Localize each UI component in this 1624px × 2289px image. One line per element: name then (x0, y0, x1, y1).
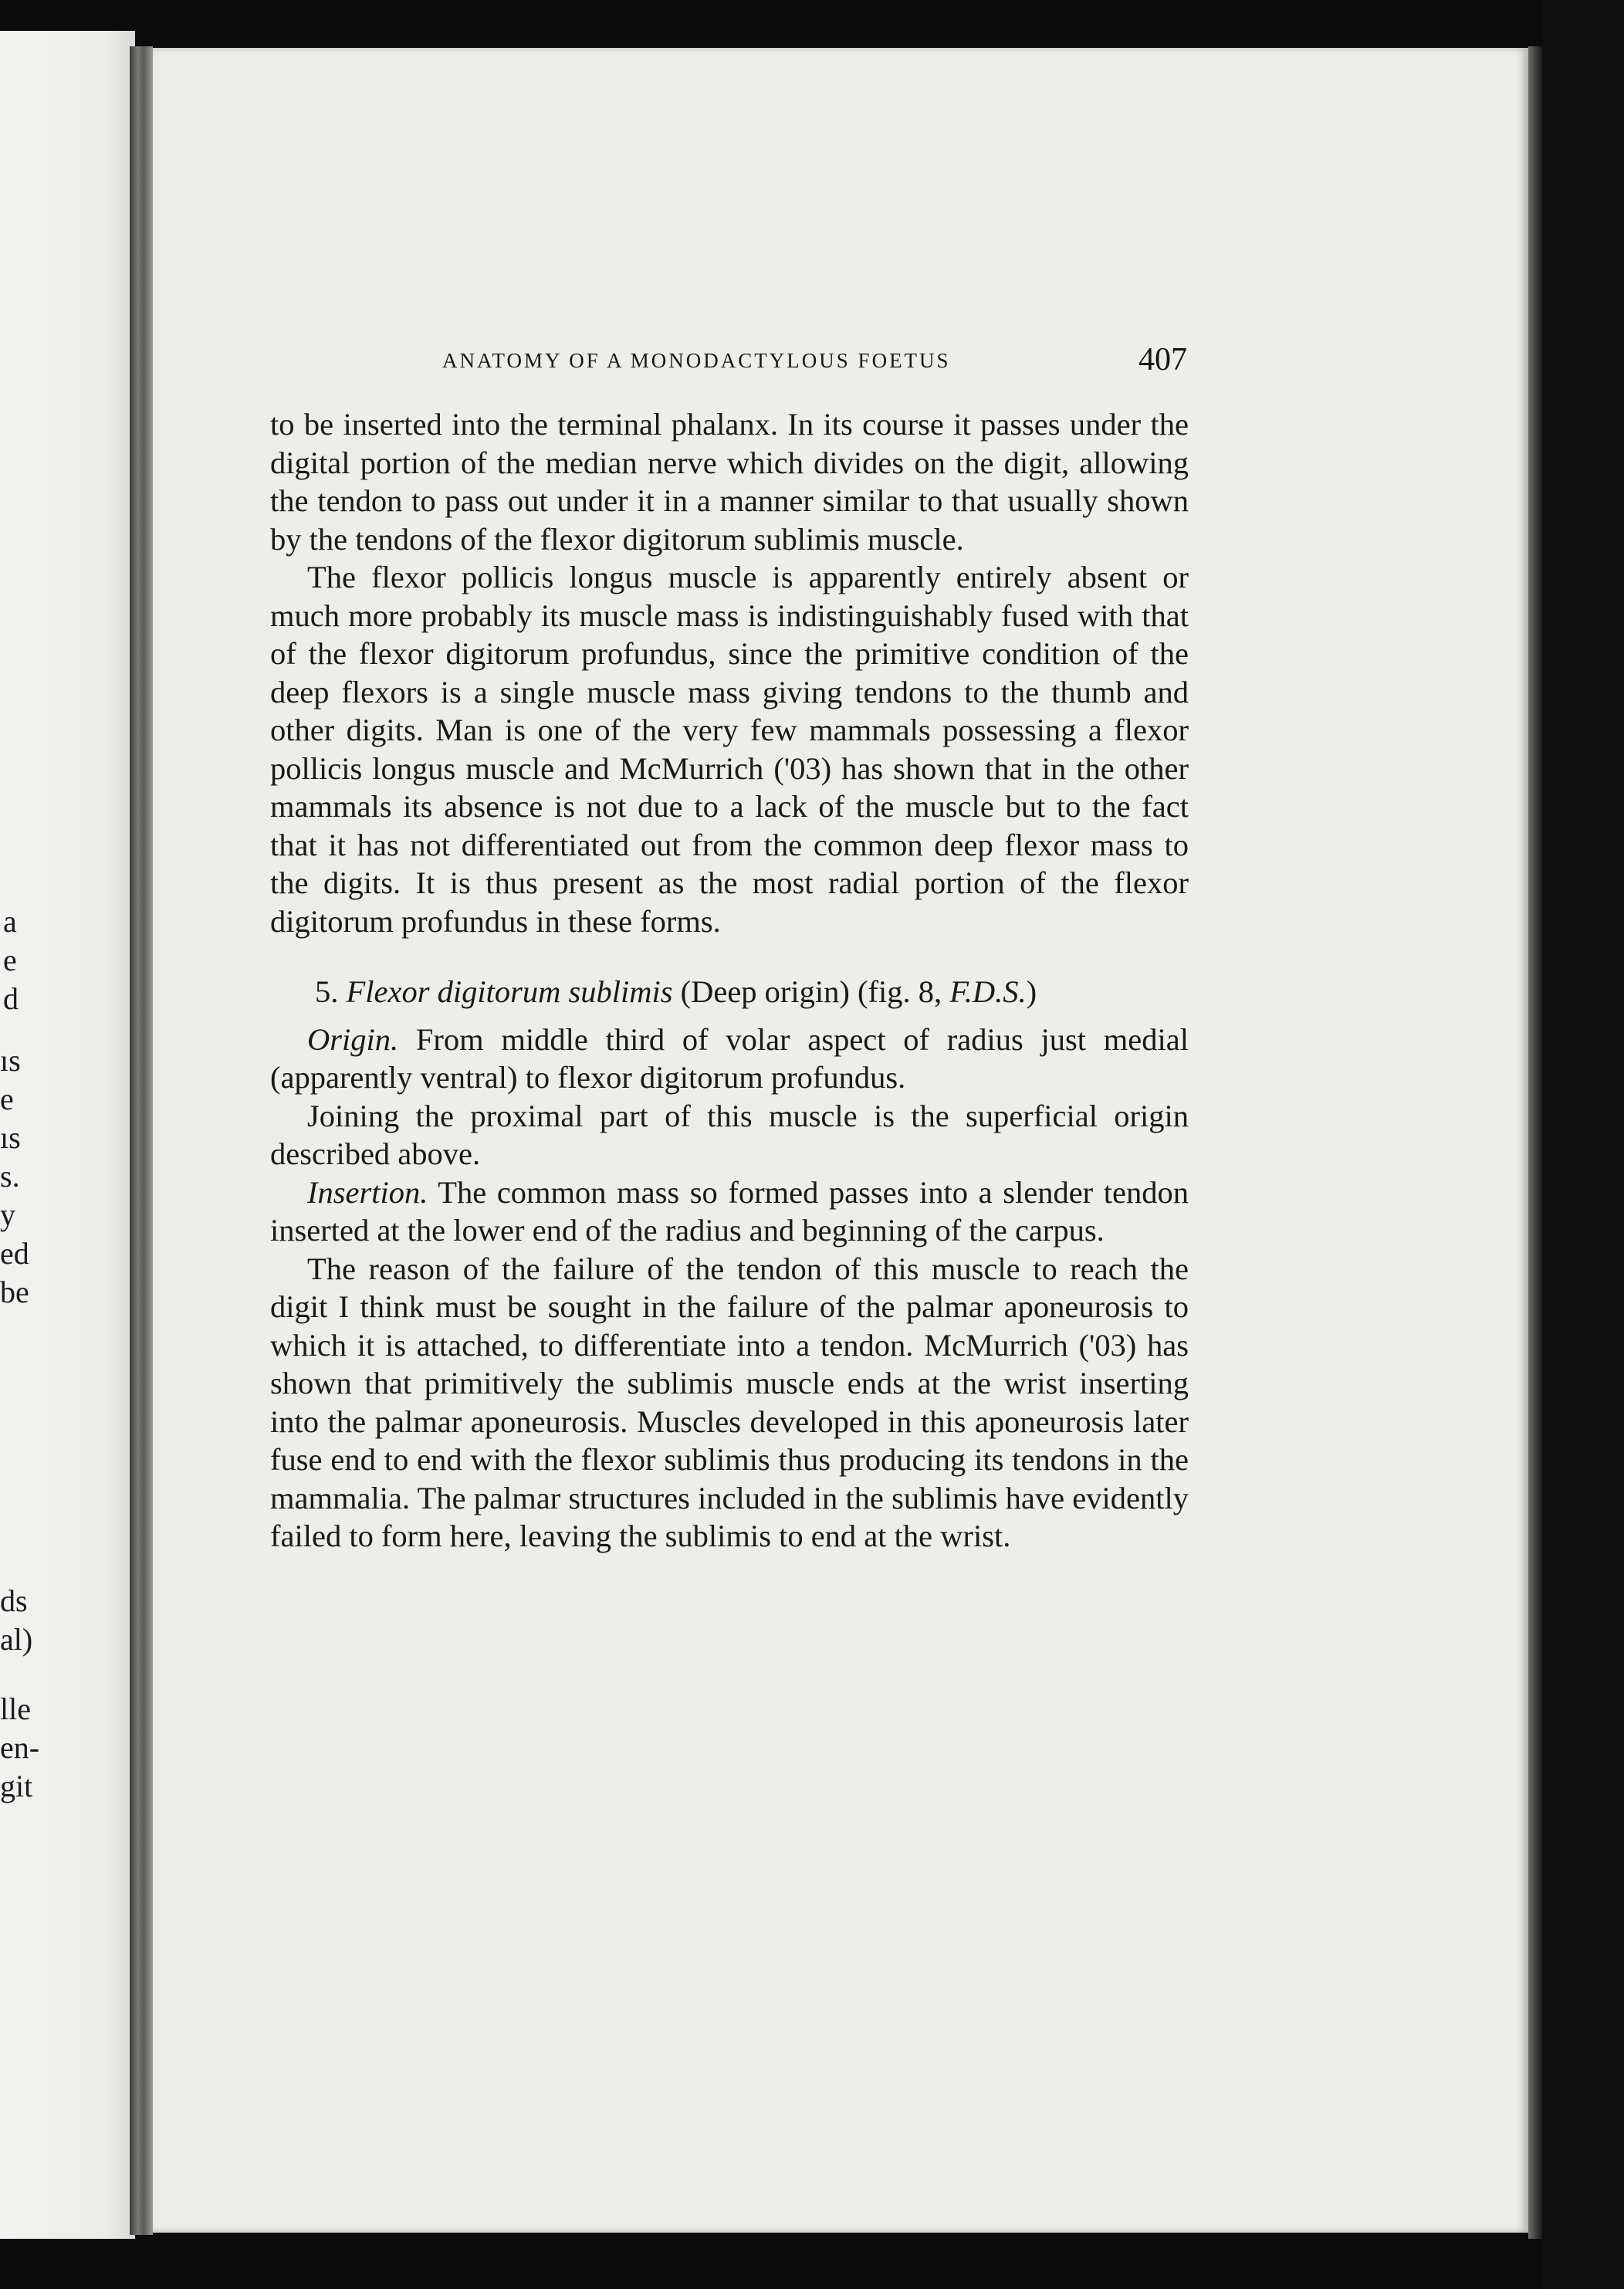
left-fragment: en- (0, 1730, 40, 1765)
left-facing-page (0, 31, 135, 2239)
running-title: ANATOMY OF A MONODACTYLOUS FOETUS (442, 349, 951, 372)
page-body (270, 405, 1189, 1556)
section-heading-rest: (Deep origin) (fig. 8, (672, 974, 950, 1009)
left-fragment: lle (0, 1691, 31, 1726)
paragraph-continuation: to be inserted into the terminal phalanx. In its course it passes under the digital portion of the median nerve which divides on the digit, allowing the tendon to pass out under it in a manner similar to that usually shown by the tendons of the flexor digitorum sublimis muscle. (270, 407, 1189, 557)
left-fragment: d (3, 981, 19, 1016)
page-edge-shadow (1528, 46, 1542, 2239)
left-page-text-fragments (0, 31, 135, 2239)
left-fragment: ds (0, 1583, 28, 1618)
left-fragment: ıs (0, 1120, 21, 1155)
page-header (292, 338, 1187, 392)
left-fragment: al) (0, 1622, 33, 1657)
section-number: 5. (315, 974, 339, 1009)
paragraph-joining: Joining the proximal part of this muscle is the superficial origin described above. (270, 1098, 1189, 1171)
page-number: 407 (1138, 342, 1187, 378)
paragraph-reason: The reason of the failure of the tendon of this muscle to reach the digit I think must be sought in the failure of the palmar aponeurosis to which it is attached, to differentiate into a tendon. McMurrich ('03) has shown that primitively the sublimis muscle ends at the wrist inserting into the palmar aponeurosis. Muscles developed in this aponeurosis later fuse end to end with the flexor sublimis thus producing its tendons in the mammalia. The palmar structures included in the sublimis have evidently failed to form here, leaving the sublimis to end at the wrist. (270, 1251, 1189, 1553)
paragraph-flexor-pollicis: The flexor pollicis longus muscle is apparently entirely absent or much more probably its muscle mass is indistinguishably fused with that of the flexor digitorum profundus, since the primitive condition of the deep flexors is a single muscle mass giving tendons to the thumb and other digits. Man is one of the very few mammals possessing a flexor pollicis longus muscle and McMurrich ('03) has shown that in the other mammals its absence is not due to a lack of the muscle but to the fact that it has not differentiated out from the common deep flexor mass to the digits. It is thus present as the most radial portion of the flexor digitorum profundus in these forms. (270, 560, 1189, 939)
paragraph-origin (270, 1021, 1189, 1097)
left-fragment: be (0, 1275, 29, 1309)
left-fragment: git (0, 1769, 33, 1803)
section-heading-close: ) (1026, 974, 1037, 1009)
origin-label: Origin. (307, 1021, 399, 1057)
figure-label: F.D.S. (949, 974, 1027, 1009)
insertion-label: Insertion. (307, 1174, 428, 1210)
origin-text: From middle third of volar aspect of radius just medial (apparently ventral) to flexor digitorum profundus. (270, 1021, 1189, 1095)
left-fragment: ıs (0, 1043, 21, 1078)
scan-background (1542, 0, 1624, 2289)
left-fragment: e (3, 943, 17, 977)
paragraph-insertion (270, 1173, 1189, 1250)
left-fragment: a (3, 904, 17, 939)
left-fragment: e (0, 1082, 14, 1116)
section-heading (270, 973, 1189, 1011)
insertion-text: The common mass so formed passes into a slender tendon inserted at the lower end of the radius and beginning of the carpus. (270, 1174, 1189, 1248)
book-gutter (130, 46, 153, 2235)
left-fragment: ed (0, 1236, 29, 1271)
section-muscle-name: Flexor digitorum sublimis (346, 974, 673, 1009)
left-fragment: s. (0, 1159, 20, 1194)
left-fragment: y (0, 1197, 15, 1232)
